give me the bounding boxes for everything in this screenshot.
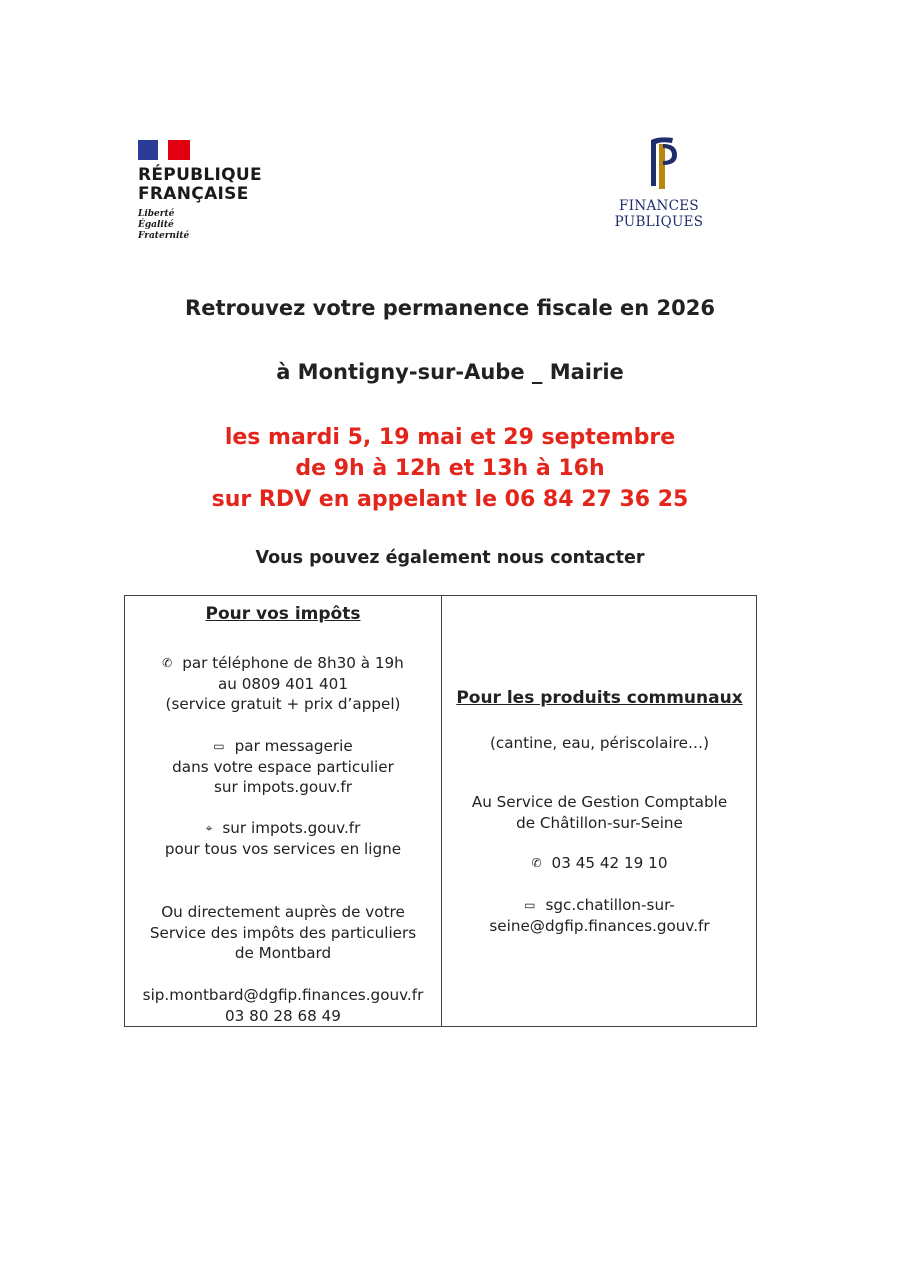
marianne-flag-icon <box>138 140 190 160</box>
republique-francaise-logo <box>138 140 278 242</box>
rdv-phone: sur RDV en appelant le 06 84 27 36 25 <box>211 487 689 512</box>
fp-text: FINANCES PUBLIQUES <box>614 198 704 230</box>
phone-icon: ✆ <box>162 656 173 671</box>
computer-icon: ▭ <box>213 739 225 754</box>
communaux-email: ▭ sgc.chatillon-sur- seine@dgfip.finances.gouv.fr <box>489 896 710 935</box>
impots-messagerie: ▭ par messagerie dans votre espace particulier sur impots.gouv.fr <box>172 737 394 797</box>
impots-heading: Pour vos impôts <box>205 604 361 624</box>
contact-intro: Vous pouvez également nous contacter <box>255 548 645 568</box>
hours: de 9h à 12h et 13h à 16h <box>295 456 605 481</box>
impots-web: ⌖ sur impots.gouv.fr pour tous vos services en ligne <box>164 819 402 858</box>
rf-motto: Liberté Égalité Fraternité <box>138 209 190 241</box>
contact-table <box>124 595 757 1027</box>
communaux-service: Au Service de Gestion Comptable de Châtillon-sur-Seine <box>471 793 728 832</box>
finances-publiques-logo <box>578 134 740 230</box>
communaux-phone: ✆ 03 45 42 19 10 <box>531 854 668 872</box>
impots-direct: Ou directement auprès de votre Service des impôts des particuliers de Montbard <box>149 903 417 962</box>
rf-name: RÉPUBLIQUE FRANÇAISE <box>138 165 262 204</box>
page-title: Retrouvez votre permanence fiscale en 2026 <box>185 296 715 320</box>
impots-phone-number: 03 80 28 68 49 <box>225 1006 341 1025</box>
communaux-heading: Pour les produits communaux <box>456 688 743 708</box>
mouse-icon: ⌖ <box>205 821 213 836</box>
computer-icon: ▭ <box>524 898 536 913</box>
column-divider <box>441 596 442 1026</box>
dates: les mardi 5, 19 mai et 29 septembre <box>224 425 676 450</box>
location: à Montigny-sur-Aube _ Mairie <box>276 360 624 384</box>
communaux-examples: (cantine, eau, périscolaire…) <box>489 734 710 752</box>
impots-email-phone <box>125 985 441 1026</box>
fp-monogram-icon <box>629 134 689 192</box>
phone-icon: ✆ <box>531 856 542 871</box>
impots-email: sip.montbard@dgfip.finances.gouv.fr <box>142 986 424 1004</box>
impots-phone: ✆ par téléphone de 8h30 à 19h au 0809 401 401 (service gratuit + prix d’appel) <box>162 654 404 714</box>
